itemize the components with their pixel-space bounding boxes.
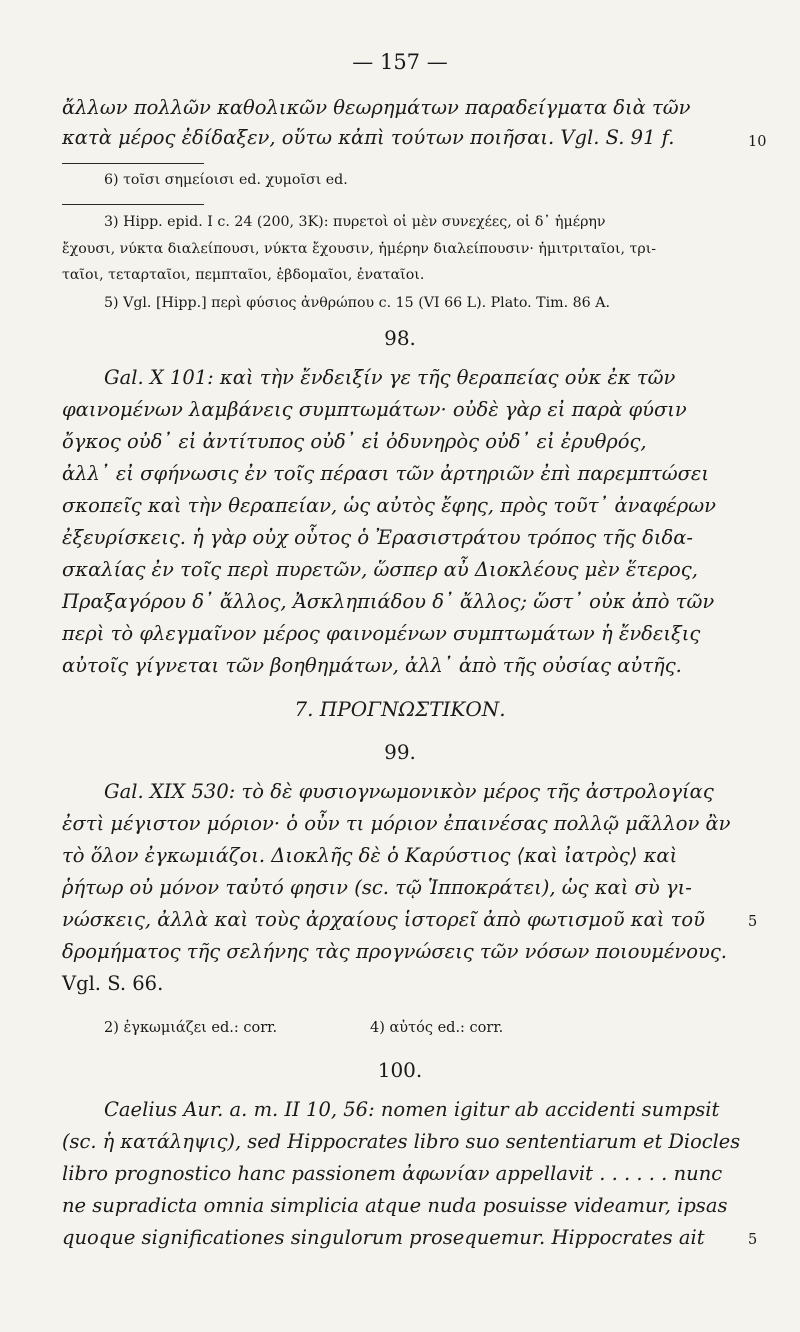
margin-line-number: 5	[748, 1232, 758, 1248]
chapter-heading: 7. ΠΡΟΓΝΩΣΤΙΚΟΝ.	[294, 697, 506, 721]
section-98-line: Gal. X 101: καὶ τὴν ἔνδειξίν γε τῆς θεραπείας οὐκ ἐκ τῶν	[104, 366, 676, 389]
footnote-3-line: ἔχουσι, νύκτα διαλείπουσι, νύκτα ἔχουσιν, ἡμέρην διαλείπουσιν· ἡμιτριταῖοι, τρι-	[62, 241, 657, 257]
section-99-line: νώσκεις, ἀλλὰ καὶ τοὺς ἀρχαίους ἱστορεῖ ἀπὸ φωτισμοῦ καὶ τοῦ	[62, 908, 705, 931]
section-99-line: Vgl. S. 66.	[62, 972, 164, 995]
margin-line-number: 10	[748, 134, 767, 150]
footnote-4: 4) αὐτός ed.: corr.	[370, 1020, 504, 1036]
section-98-line: ἐξευρίσκεις. ἡ γὰρ οὐχ οὗτος ὁ Ἐρασιστράτου τρόπος τῆς διδα-	[62, 526, 693, 549]
footnote-6: 6) τοῖσι σημείοισι ed. χυμοῖσι ed.	[104, 172, 348, 188]
page-number: — 157 —	[352, 50, 448, 74]
margin-line-number: 5	[748, 914, 758, 930]
section-98-line: Πραξαγόρου δ᾽ ἄλλος, Ἀσκληπιάδου δ᾽ ἄλλος; ὥστ᾽ οὐκ ἀπὸ τῶν	[62, 590, 715, 613]
section-number-100: 100.	[377, 1058, 423, 1082]
section-99-line: δρομήματος τῆς σελήνης τὰς προγνώσεις τῶν νόσων ποιουμένους.	[62, 940, 727, 963]
section-number-99: 99.	[384, 740, 416, 764]
section-99-line: ῥήτωρ οὐ μόνον ταὐτό φησιν (sc. τῷ Ἱπποκράτει), ὡς καὶ σὺ γι-	[62, 876, 692, 899]
section-number-98: 98.	[384, 326, 416, 350]
footnote-3-line: 3) Hipp. epid. I c. 24 (200, 3K): πυρετοὶ οἱ μὲν συνεχέες, οἱ δ᾽ ἡμέρην	[104, 214, 606, 230]
footnote-5: 5) Vgl. [Hipp.] περὶ φύσιος ἀνθρώπου c. 15 (VI 66 L). Plato. Tim. 86 A.	[104, 295, 610, 311]
section-98-line: σκοπεῖς καὶ τὴν θεραπείαν, ὡς αὐτὸς ἔφης, πρὸς τοῦτ᾽ ἀναφέρων	[62, 494, 716, 517]
section-98-line: ὄγκος οὐδ᾽ εἰ ἀντίτυπος οὐδ᾽ εἰ ὀδυνηρὸς οὐδ᾽ εἰ ἐρυθρός,	[62, 430, 647, 453]
section-99-line: Gal. XIX 530: τὸ δὲ φυσιογνωμονικὸν μέρος τῆς ἀστρολογίας	[104, 780, 714, 803]
section-100-line: quoque significationes singulorum prosequemur. Hippocrates ait	[62, 1226, 705, 1249]
footnote-3-line: ταῖοι, τεταρταῖοι, πεμπταῖοι, ἑβδομαῖοι, ἐναταῖοι.	[62, 267, 425, 283]
body-line: κατὰ μέρος ἐδίδαξεν, οὕτω κἀπὶ τούτων ποιῆσαι. Vgl. S. 91 f.	[62, 126, 675, 149]
section-98-line: φαινομένων λαμβάνεις συμπτωμάτων· οὐδὲ γὰρ εἰ παρὰ φύσιν	[62, 398, 687, 421]
section-98-line: σκαλίας ἐν τοῖς περὶ πυρετῶν, ὥσπερ αὖ Διοκλέους μὲν ἕτερος,	[62, 558, 698, 581]
section-98-line: ἀλλ᾽ εἰ σφήνωσις ἐν τοῖς πέρασι τῶν ἀρτηριῶν ἐπὶ παρεμπτώσει	[62, 462, 710, 485]
section-98-line: αὐτοῖς γίγνεται τῶν βοηθημάτων, ἀλλ᾽ ἀπὸ τῆς οὐσίας αὐτῆς.	[62, 654, 682, 677]
footnote-rule	[62, 204, 204, 205]
section-100-line: Caelius Aur. a. m. II 10, 56: nomen igitur ab accidenti sumpsit	[104, 1098, 720, 1121]
section-100-line: libro prognostico hanc passionem ἀφωνίαν appellavit . . . . . . nunc	[62, 1162, 723, 1185]
footnote-2: 2) ἐγκωμιάζει ed.: corr.	[104, 1020, 278, 1036]
section-100-line: (sc. ἡ κατάληψις), sed Hippocrates libro suo sententiarum et Diocles	[62, 1130, 741, 1153]
footnote-rule	[62, 163, 204, 164]
section-100-line: ne supradicta omnia simplicia atque nuda posuisse videamur, ipsas	[62, 1194, 728, 1217]
body-line: ἄλλων πολλῶν καθολικῶν θεωρημάτων παραδείγματα διὰ τῶν	[62, 96, 691, 119]
section-99-line: τὸ ὅλον ἐγκωμιάζοι. Διοκλῆς δὲ ὁ Καρύστιος ⟨καὶ ἰατρὸς⟩ καὶ	[62, 844, 678, 867]
section-99-line: ἐστὶ μέγιστον μόριον· ὁ οὖν τι μόριον ἐπαινέσας πολλῷ μᾶλλον ἂν	[62, 812, 731, 835]
section-98-line: περὶ τὸ φλεγμαῖνον μέρος φαινομένων συμπτωμάτων ἡ ἔνδειξις	[62, 622, 701, 645]
